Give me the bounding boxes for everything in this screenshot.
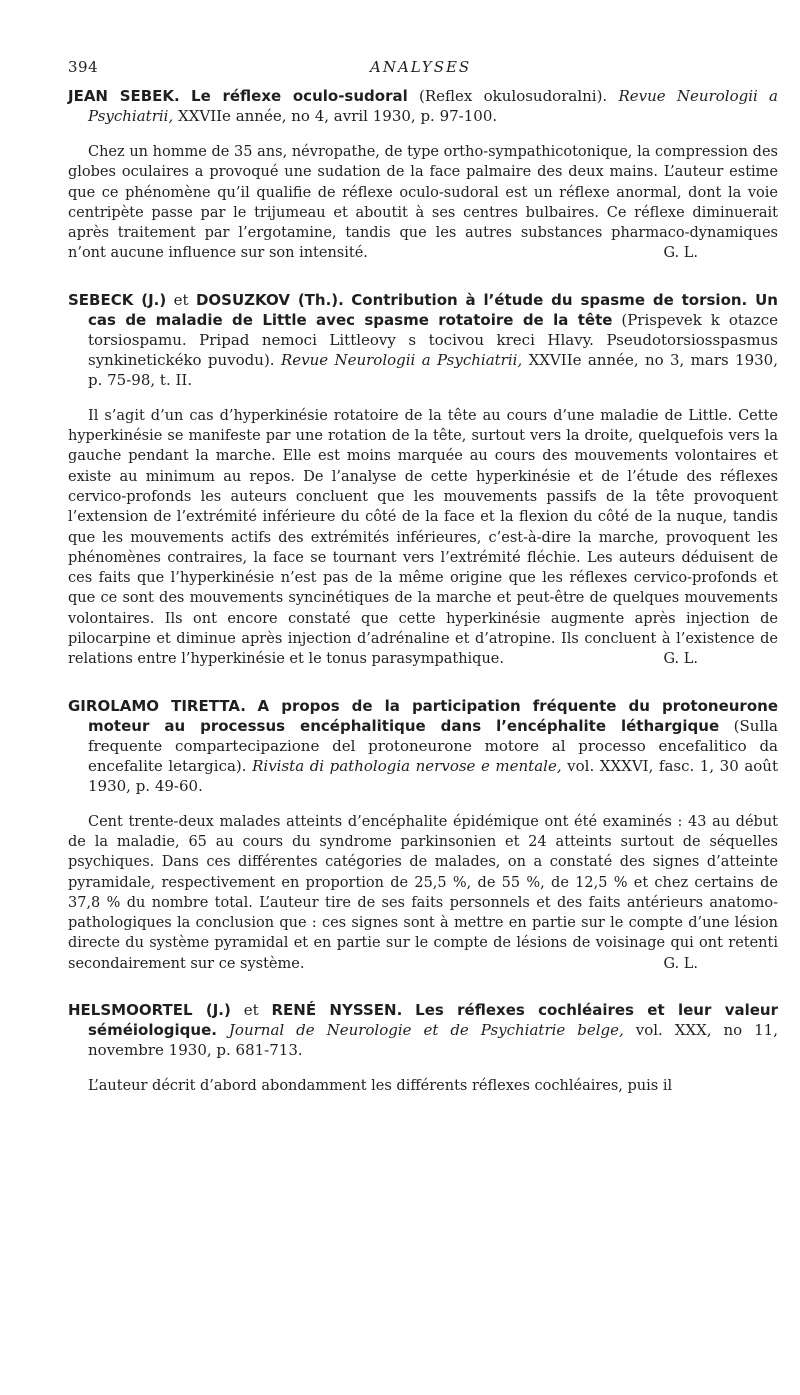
entry-body-text: L’auteur décrit d’abord abondamment les différents réflexes cochléaires, puis il <box>88 1078 673 1095</box>
journal-page <box>68 58 778 1122</box>
page-number: 394 <box>68 58 99 76</box>
abstract-entry <box>68 696 778 974</box>
entry-journal: Revue Neurologii a Psychiatrii, <box>88 87 778 125</box>
entry-heading <box>68 696 778 796</box>
entry-authors: GIROLAMO TIRETTA. <box>68 696 246 715</box>
entry-author-2: RENÉ NYSSEN. <box>271 1001 403 1020</box>
entry-body <box>68 812 778 974</box>
entry-authors: JEAN SEBEK. <box>68 87 180 105</box>
entry-original-title: (Reflex okulosudoralni). <box>419 87 608 105</box>
entry-title: A propos de la participation fréquente du protoneurone moteur au processus encéphalitique dans l’encéphalite léthargique <box>88 696 778 735</box>
running-header <box>68 58 778 86</box>
entry-body-text: Chez un homme de 35 ans, névropathe, de type ortho-sympathicotonique, la compression des globes oculaires a provoqué une sudation de la face palmaire des deux mains. L’auteur estime que ce phénomène qu’il qualifie de réflexe oculo-sudoral est un réflexe anormal, dont la voie centripète passe par le trijumeau et aboutit à ses centres bulbaires. Ce réflexe diminuerait après traitement par l’ergotamine, tandis que les autres substances pharmaco-dynamiques n’ont aucune influence sur son intensité. <box>68 144 778 262</box>
abstract-entry <box>68 290 778 670</box>
entry-title: Les réflexes cochléaires et leur valeur séméiologique. <box>88 1001 778 1040</box>
entry-title: Le réflexe oculo-sudoral <box>191 87 408 105</box>
entry-journal: Revue Neurologii a Psychiatrii, <box>280 350 523 369</box>
entry-original-title: (Prispevek k otazce torsiospamu. Pripad nemoci Littleovy s tocivou kreci Hlavy. Pseudotorsiosspasmus synkinetickéko puvodu). <box>88 310 778 369</box>
entry-heading <box>68 290 778 390</box>
entry-author-joiner: et <box>166 290 196 309</box>
entry-journal: Rivista di pathologia nervose e mentale, <box>252 756 562 775</box>
entry-citation: XXVIIe année, no 4, avril 1930, p. 97-100. <box>178 107 498 125</box>
entry-author-1: SEBECK (J.) <box>68 290 167 309</box>
entry-title: Contribution à l’étude du spasme de torsion. Un cas de maladie de Little avec spasme rotatoire de la tête <box>88 290 778 329</box>
entry-journal: Journal de Neurologie et de Psychiatrie belge, <box>228 1021 624 1040</box>
entry-author-2: DOSUZKOV (Th.). <box>195 290 344 309</box>
entry-signature: G. L. <box>663 651 698 668</box>
entry-body <box>68 142 778 264</box>
entry-original-title: (Sulla frequente compartecipazione del protoneurone motore al processo encefalitico da encefalite letargica). <box>88 716 778 775</box>
entry-citation: XXVIIe année, no 3, mars 1930, p. 75-98, t. II. <box>88 350 778 389</box>
entry-body <box>68 406 778 670</box>
entry-citation: vol. XXX, no 11, novembre 1930, p. 681-713. <box>88 1021 778 1060</box>
section-title: ANALYSES <box>370 58 472 76</box>
abstract-entry <box>68 86 778 264</box>
entry-signature: G. L. <box>663 955 698 972</box>
entry-body-text: Il s’agit d’un cas d’hyperkinésie rotatoire de la tête au cours d’une maladie de Little. Cette hyperkinésie se manifeste par une rotation de la tête, surtout vers la droite, quelquefois vers la gauche pendant la marche. Elle est moins marquée au cours des mouvements volontaires et existe au minimum au repos. De l’analyse de cette hyperkinésie et de l’étude des réflexes cervico-profonds les auteurs concluent que les mouvements passifs de la tête provoquent l’extension de l’extrémité inférieure du côté de la face et la flexion du côté de la nuque, tandis que les mouvements actifs des extrémités inférieures, c’est-à-dire la marche, provoquent les phénomènes contraires, la face se tournant vers l’extrémité fléchie. Les auteurs déduisent de ces faits que l’hyperkinésie n’est pas de la même origine que les réflexes cervico-profonds et que ce sont des mouvements syncinétiques de la marche et peut-être de quelques mouvements volontaires. Ils ont encore constaté que cette hyperkinésie augmente après injection de pilocarpine et diminue après injection d’adrénaline et d’atropine. Ils concluent à l’existence de relations entre l’hyperkinésie et le tonus parasympathique. <box>68 407 778 668</box>
entry-body <box>68 1076 778 1096</box>
entry-heading <box>68 1000 778 1060</box>
entry-heading <box>68 86 778 126</box>
entry-citation: vol. XXXVI, fasc. 1, 30 août 1930, p. 49-60. <box>88 756 778 795</box>
entry-signature: G. L. <box>663 245 698 262</box>
entry-author-1: HELSMOORTEL (J.) <box>68 1001 231 1020</box>
entry-body-text: Cent trente-deux malades atteints d’encéphalite épidémique ont été examinés : 43 au début de la maladie, 65 au cours du syndrome parkinsonien et 24 atteints surtout de séquelles psychiques. Dans ces différentes catégories de malades, on a constaté des signes d’atteinte pyramidale, respectivement en proportion de 25,5 %, de 55 %, de 12,5 % et chez certains de 37,8 % du nombre total. L’auteur tire de ses faits personnels et des faits antérieurs anatomo-pathologiques la conclusion que : ces signes sont à mettre en partie sur le compte d’une lésion directe du système pyramidal et en partie sur le compte de lésions de voisinage qui ont retenti secondairement sur ce système. <box>68 813 778 972</box>
abstract-entry <box>68 1000 778 1096</box>
entry-author-joiner: et <box>230 1001 272 1020</box>
